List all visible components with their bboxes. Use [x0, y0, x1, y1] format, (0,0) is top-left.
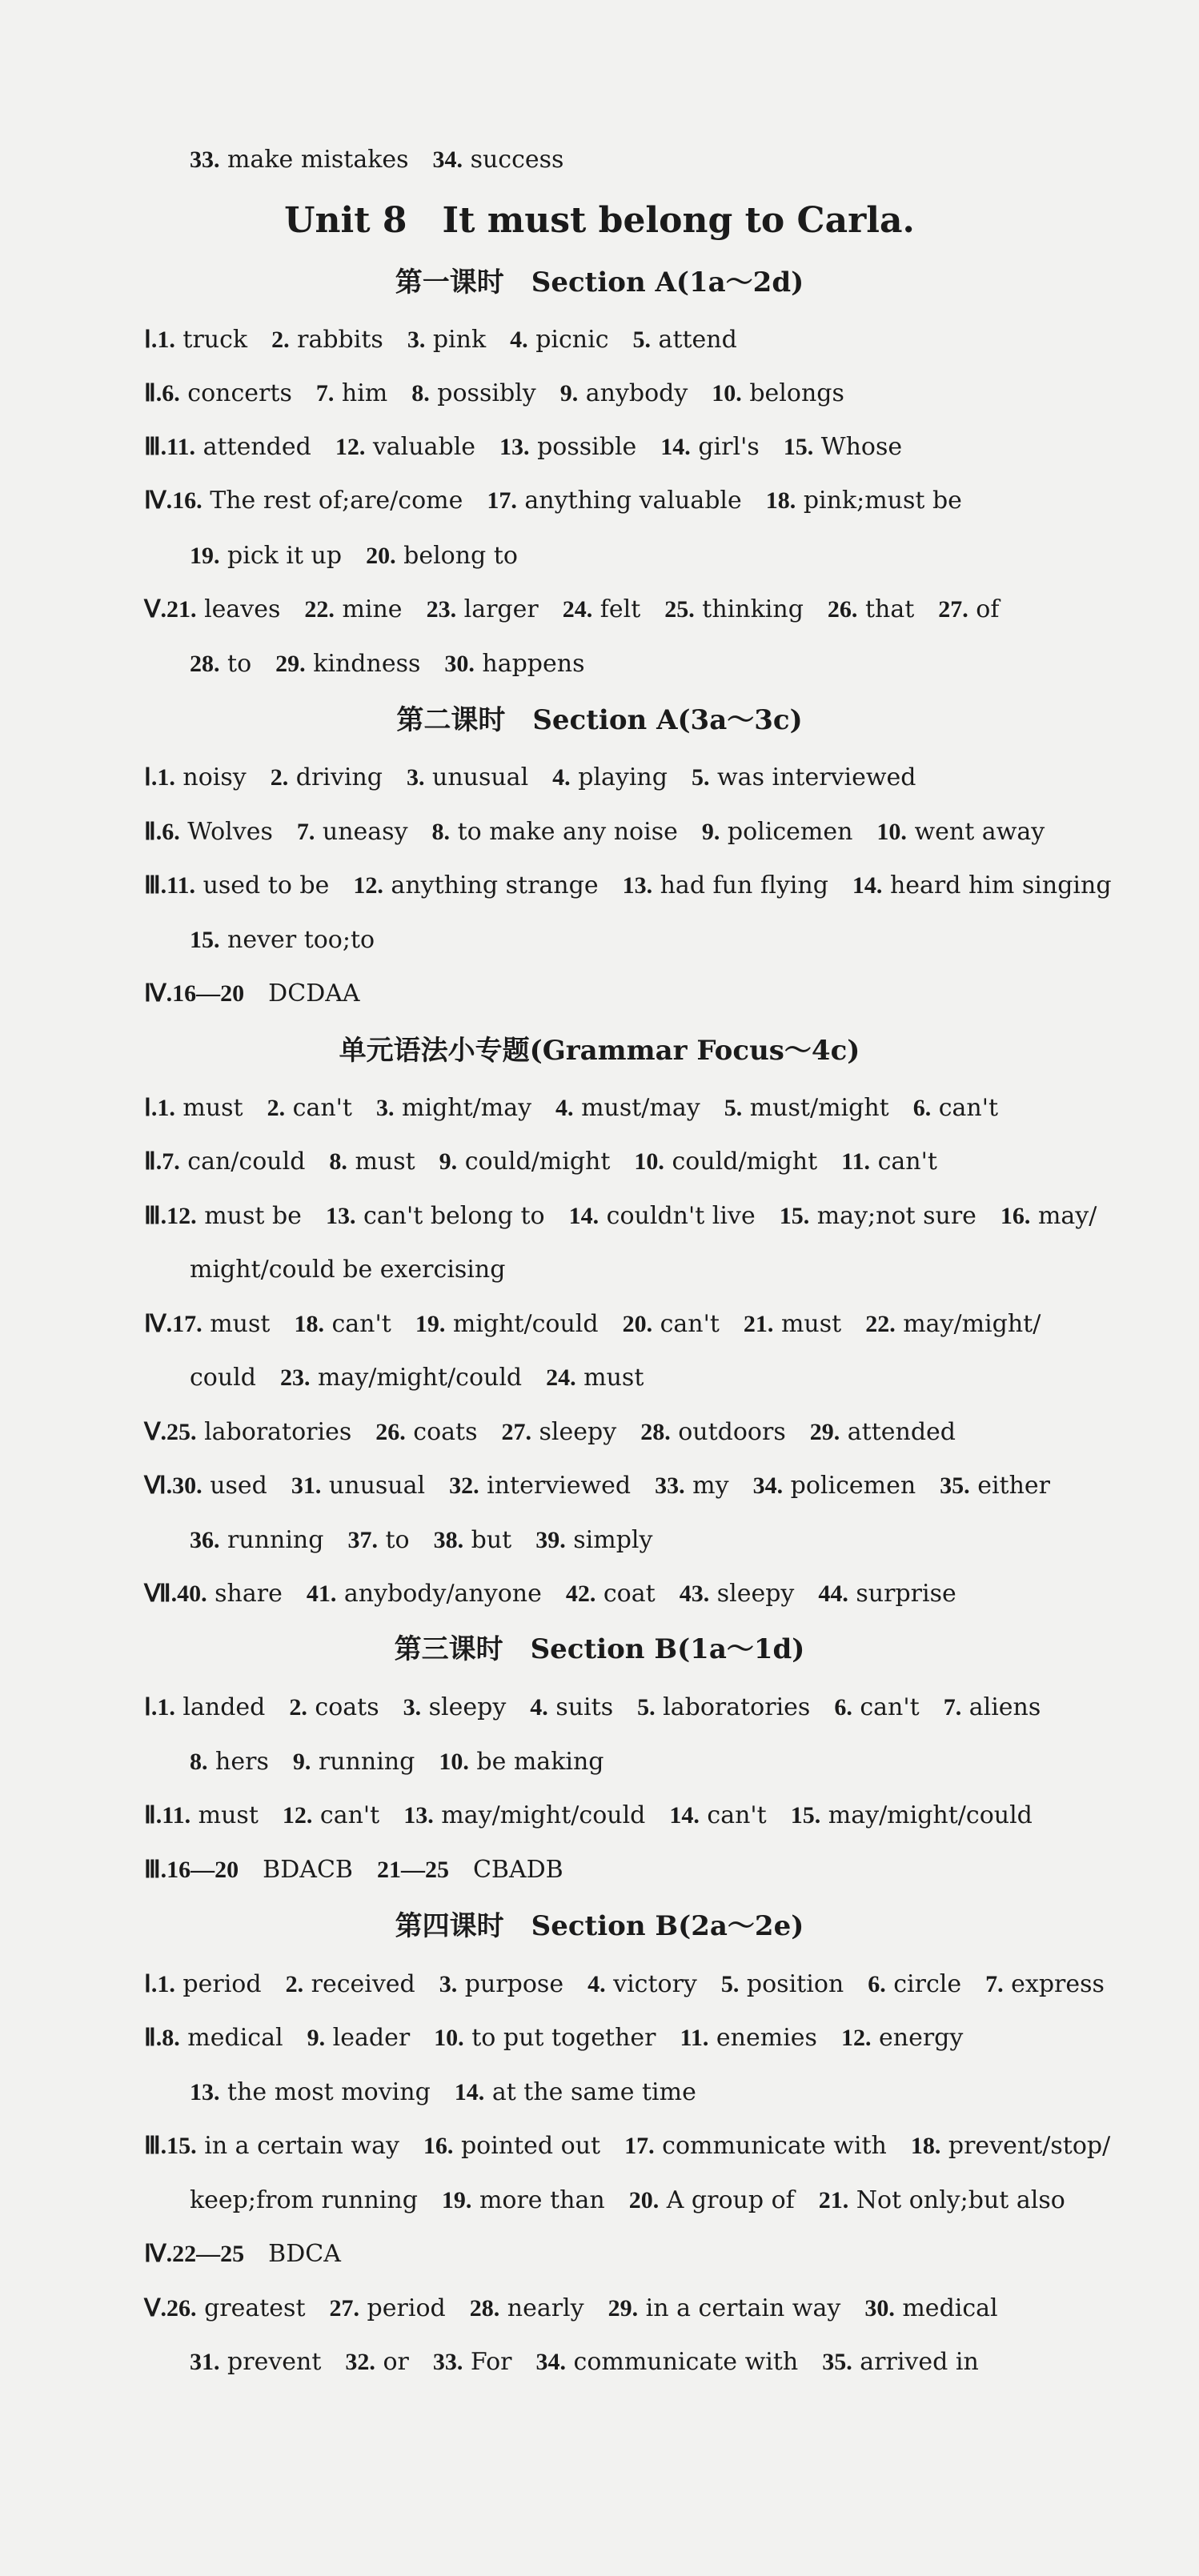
answer-line: Ⅰ.1. truck 2. rabbits 3. pink 4. picnic 5. attend	[144, 326, 737, 354]
answer-line: Ⅴ.25. laboratories 26. coats 27. sleepy 28. outdoors 29. attended	[144, 1418, 956, 1446]
section-title: 第二课时 Section A(3a～3c)	[396, 704, 803, 736]
question-number: Ⅲ.16—20	[144, 1857, 239, 1883]
question-number: Ⅲ.15.	[144, 2133, 197, 2159]
question-number: 14.	[852, 872, 883, 899]
question-number: 39.	[535, 1527, 566, 1553]
answer-line: 15. never too;to	[190, 926, 375, 954]
question-number: 26.	[827, 596, 858, 623]
question-number: 13.	[403, 1802, 434, 1829]
question-number: Ⅱ.6.	[144, 819, 180, 845]
answer-line: 19. pick it up 20. belong to	[190, 542, 518, 570]
question-number: Ⅳ.16—20	[144, 980, 245, 1007]
question-number: Ⅳ.22—25	[144, 2241, 245, 2267]
question-number: 3.	[407, 327, 426, 353]
question-number: 14.	[669, 1802, 700, 1829]
question-number: 15.	[190, 927, 220, 953]
question-number: 13.	[622, 872, 653, 899]
answer-line: 33. make mistakes 34. success	[190, 146, 564, 174]
answer-line: Ⅱ.8. medical 9. leader 10. to put together 11. enemies 12. energy	[144, 2024, 964, 2052]
question-number: 14.	[454, 2079, 485, 2105]
answer-line: Ⅳ.17. must 18. can't 19. might/could 20. can't 21. must 22. may/might/	[144, 1310, 1041, 1338]
section-title: 第一课时 Section A(1a～2d)	[395, 266, 804, 298]
question-number: 5.	[632, 327, 652, 353]
answer-line: Ⅶ.40. share 41. anybody/anyone 42. coat 43. sleepy 44. surprise	[144, 1580, 956, 1608]
question-number: Ⅲ.12.	[144, 1203, 197, 1229]
question-number: 7.	[315, 380, 335, 407]
question-number: 19.	[190, 543, 220, 569]
question-number: 32.	[345, 2349, 375, 2375]
question-number: 23.	[279, 1364, 311, 1391]
question-number: 35.	[822, 2349, 852, 2375]
question-number: 17.	[487, 487, 517, 514]
question-number: 4.	[555, 1095, 574, 1121]
question-number: 12.	[353, 872, 383, 899]
question-number: 13.	[325, 1203, 356, 1229]
question-number: 8.	[411, 380, 430, 407]
question-number: 24.	[562, 596, 593, 623]
question-number: 15.	[790, 1802, 821, 1829]
question-number: 2.	[285, 1971, 304, 1997]
question-number: 38.	[433, 1527, 464, 1553]
question-number: 20.	[622, 1311, 653, 1337]
question-number: 2.	[289, 1694, 307, 1721]
question-number: 8.	[190, 1749, 208, 1775]
question-number: Ⅵ.30.	[144, 1472, 203, 1499]
answer-line: Ⅲ.12. must be 13. can't belong to 14. couldn't live 15. may;not sure 16. may/	[144, 1202, 1097, 1230]
question-number: 32.	[449, 1472, 479, 1499]
question-number: 14.	[660, 434, 691, 460]
question-number: Ⅱ.8.	[144, 2025, 180, 2051]
question-number: 37.	[347, 1527, 378, 1553]
answer-line: keep;from running 19. more than 20. A group of 21. Not only;but also	[190, 2186, 1065, 2214]
question-number: 5.	[720, 1971, 740, 1997]
answer-line: 36. running 37. to 38. but 39. simply	[190, 1526, 653, 1554]
question-number: 2.	[271, 327, 290, 353]
question-number: 25.	[664, 596, 695, 623]
question-number: 10.	[434, 2025, 464, 2051]
question-number: 7.	[985, 1971, 1004, 1997]
answer-line: Ⅱ.11. must 12. can't 13. may/might/could 14. can't 15. may/might/could	[144, 1801, 1033, 1829]
question-number: Ⅲ.11.	[144, 434, 196, 460]
question-number: 10.	[876, 819, 907, 845]
question-number: 9.	[701, 819, 720, 845]
question-number: Ⅴ.26.	[144, 2295, 197, 2322]
question-number: 16.	[1000, 1203, 1031, 1229]
section-title: 单元语法小专题(Grammar Focus～4c)	[339, 1035, 860, 1067]
question-number: 21—25	[376, 1857, 449, 1883]
question-number: 5.	[637, 1694, 656, 1721]
question-number: 6.	[868, 1971, 886, 1997]
question-number: 13.	[499, 434, 530, 460]
question-number: 30.	[864, 2295, 895, 2322]
question-number: 20.	[628, 2187, 660, 2213]
answer-line: Ⅳ.22—25 BDCA	[144, 2240, 341, 2268]
question-number: 27.	[329, 2295, 360, 2322]
question-number: Ⅲ.11.	[144, 872, 196, 899]
answer-line: Ⅱ.6. Wolves 7. uneasy 8. to make any noise 9. policemen 10. went away	[144, 818, 1045, 846]
answer-line: 31. prevent 32. or 33. For 34. communicate with 35. arrived in	[190, 2348, 979, 2376]
question-number: 6.	[834, 1694, 852, 1721]
section-title: 第三课时 Section B(1a～1d)	[394, 1633, 805, 1665]
question-number: 18.	[765, 487, 796, 514]
question-number: 3.	[375, 1095, 395, 1121]
question-number: Ⅶ.40.	[144, 1580, 207, 1607]
question-number: 34.	[432, 146, 463, 173]
question-number: 5.	[724, 1095, 743, 1121]
question-number: 7.	[296, 819, 315, 845]
question-number: 10.	[439, 1749, 469, 1775]
answer-line: Ⅰ.1. must 2. can't 3. might/may 4. must/may 5. must/might 6. can't	[144, 1094, 999, 1122]
answer-line: Ⅰ.1. period 2. received 3. purpose 4. victory 5. position 6. circle 7. express	[144, 1970, 1105, 1998]
question-number: 44.	[818, 1580, 848, 1607]
question-number: 23.	[426, 596, 457, 623]
question-number: Ⅱ.11.	[144, 1802, 191, 1829]
question-number: 19.	[441, 2187, 472, 2213]
question-number: 29.	[275, 651, 306, 677]
question-number: 18.	[910, 2133, 941, 2159]
question-number: 9.	[439, 1148, 458, 1175]
question-number: 3.	[403, 1694, 422, 1721]
question-number: 31.	[291, 1472, 322, 1499]
question-number: 13.	[190, 2079, 220, 2105]
question-number: 17.	[624, 2133, 655, 2159]
question-number: 28.	[190, 651, 220, 677]
answer-line: 28. to 29. kindness 30. happens	[190, 650, 585, 678]
question-number: Ⅱ.6.	[144, 380, 180, 407]
answer-line: 13. the most moving 14. at the same time	[190, 2078, 696, 2106]
question-number: 28.	[469, 2295, 500, 2322]
answer-line: Ⅰ.1. noisy 2. driving 3. unusual 4. playing 5. was interviewed	[144, 763, 916, 791]
question-number: 27.	[501, 1419, 531, 1445]
answer-line: Ⅵ.30. used 31. unusual 32. interviewed 33. my 34. policemen 35. either	[144, 1472, 1051, 1500]
question-number: 21.	[818, 2187, 849, 2213]
question-number: Ⅰ.1.	[144, 764, 175, 791]
question-number: 4.	[530, 1694, 548, 1721]
question-number: 22.	[865, 1311, 896, 1337]
question-number: 30.	[444, 651, 475, 677]
question-number: 5.	[691, 764, 710, 791]
question-number: 11.	[841, 1148, 871, 1175]
question-number: Ⅱ.7.	[144, 1148, 180, 1175]
unit-title: Unit 8 It must belong to Carla.	[284, 200, 915, 241]
question-number: 10.	[634, 1148, 664, 1175]
question-number: 36.	[190, 1527, 220, 1553]
answer-line: Ⅴ.21. leaves 22. mine 23. larger 24. felt 25. thinking 26. that 27. of	[144, 595, 1000, 623]
question-number: 9.	[559, 380, 579, 407]
question-number: 11.	[680, 2025, 709, 2051]
question-number: Ⅴ.25.	[144, 1419, 197, 1445]
answer-line: could 23. may/might/could 24. must	[190, 1364, 644, 1392]
question-number: Ⅳ.17.	[144, 1311, 203, 1337]
question-number: 43.	[679, 1580, 710, 1607]
question-number: 33.	[655, 1472, 685, 1499]
question-number: 29.	[608, 2295, 639, 2322]
question-number: 8.	[431, 819, 451, 845]
question-number: 31.	[190, 2349, 220, 2375]
question-number: 12.	[840, 2025, 872, 2051]
answer-line: Ⅱ.7. can/could 8. must 9. could/might 10. could/might 11. can't	[144, 1148, 937, 1176]
question-number: 28.	[640, 1419, 671, 1445]
question-number: 2.	[267, 1095, 286, 1121]
question-number: 7.	[943, 1694, 962, 1721]
question-number: 29.	[809, 1419, 840, 1445]
question-number: 3.	[406, 764, 425, 791]
question-number: 42.	[565, 1580, 596, 1607]
question-number: 33.	[432, 2349, 463, 2375]
question-number: 8.	[329, 1148, 347, 1175]
question-number: 9.	[307, 2025, 326, 2051]
question-number: 20.	[366, 543, 396, 569]
question-number: 14.	[568, 1203, 600, 1229]
question-number: 3.	[439, 1971, 458, 1997]
question-number: 22.	[304, 596, 335, 623]
question-number: Ⅰ.1.	[144, 1971, 175, 1997]
section-title: 第四课时 Section B(2a～2e)	[395, 1910, 804, 1942]
question-number: 10.	[712, 380, 742, 407]
question-number: 41.	[306, 1580, 337, 1607]
question-number: 21.	[743, 1311, 774, 1337]
question-number: 4.	[587, 1971, 606, 1997]
question-number: 34.	[752, 1472, 784, 1499]
question-number: 19.	[415, 1311, 446, 1337]
answer-line: Ⅲ.11. attended 12. valuable 13. possible 14. girl's 15. Whose	[144, 433, 903, 461]
question-number: Ⅳ.16.	[144, 487, 203, 514]
answer-line: Ⅲ.11. used to be 12. anything strange 13. had fun flying 14. heard him singing	[144, 871, 1112, 899]
question-number: 16.	[423, 2133, 454, 2159]
answer-line: 8. hers 9. running 10. be making	[190, 1748, 604, 1776]
question-number: 15.	[779, 1203, 810, 1229]
question-number: 27.	[938, 596, 968, 623]
question-number: 2.	[270, 764, 289, 791]
answer-line: might/could be exercising	[190, 1256, 506, 1284]
question-number: 35.	[940, 1472, 970, 1499]
question-number: 9.	[292, 1749, 311, 1775]
answer-line: Ⅲ.16—20 BDACB 21—25 CBADB	[144, 1856, 563, 1884]
answer-line: Ⅱ.6. concerts 7. him 8. possibly 9. anybody 10. belongs	[144, 379, 844, 407]
question-number: Ⅰ.1.	[144, 327, 175, 353]
answer-line: Ⅰ.1. landed 2. coats 3. sleepy 4. suits 5. laboratories 6. can't 7. aliens	[144, 1693, 1041, 1721]
question-number: 12.	[335, 434, 366, 460]
question-number: Ⅰ.1.	[144, 1694, 175, 1721]
answer-line: Ⅴ.26. greatest 27. period 28. nearly 29. in a certain way 30. medical	[144, 2294, 998, 2322]
question-number: 15.	[783, 434, 814, 460]
question-number: 6.	[912, 1095, 932, 1121]
answer-line: Ⅲ.15. in a certain way 16. pointed out 17. communicate with 18. prevent/stop/	[144, 2132, 1111, 2160]
question-number: 4.	[510, 327, 528, 353]
question-number: 26.	[375, 1419, 406, 1445]
question-number: 34.	[535, 2349, 566, 2375]
question-number: 4.	[552, 764, 571, 791]
question-number: 12.	[282, 1802, 313, 1829]
answer-line: Ⅳ.16. The rest of;are/come 17. anything valuable 18. pink;must be	[144, 487, 962, 515]
answer-line: Ⅳ.16—20 DCDAA	[144, 980, 360, 1008]
question-number: Ⅴ.21.	[144, 596, 197, 623]
question-number: 24.	[546, 1364, 576, 1391]
question-number: 33.	[190, 146, 220, 173]
question-number: 18.	[294, 1311, 324, 1337]
question-number: Ⅰ.1.	[144, 1095, 175, 1121]
